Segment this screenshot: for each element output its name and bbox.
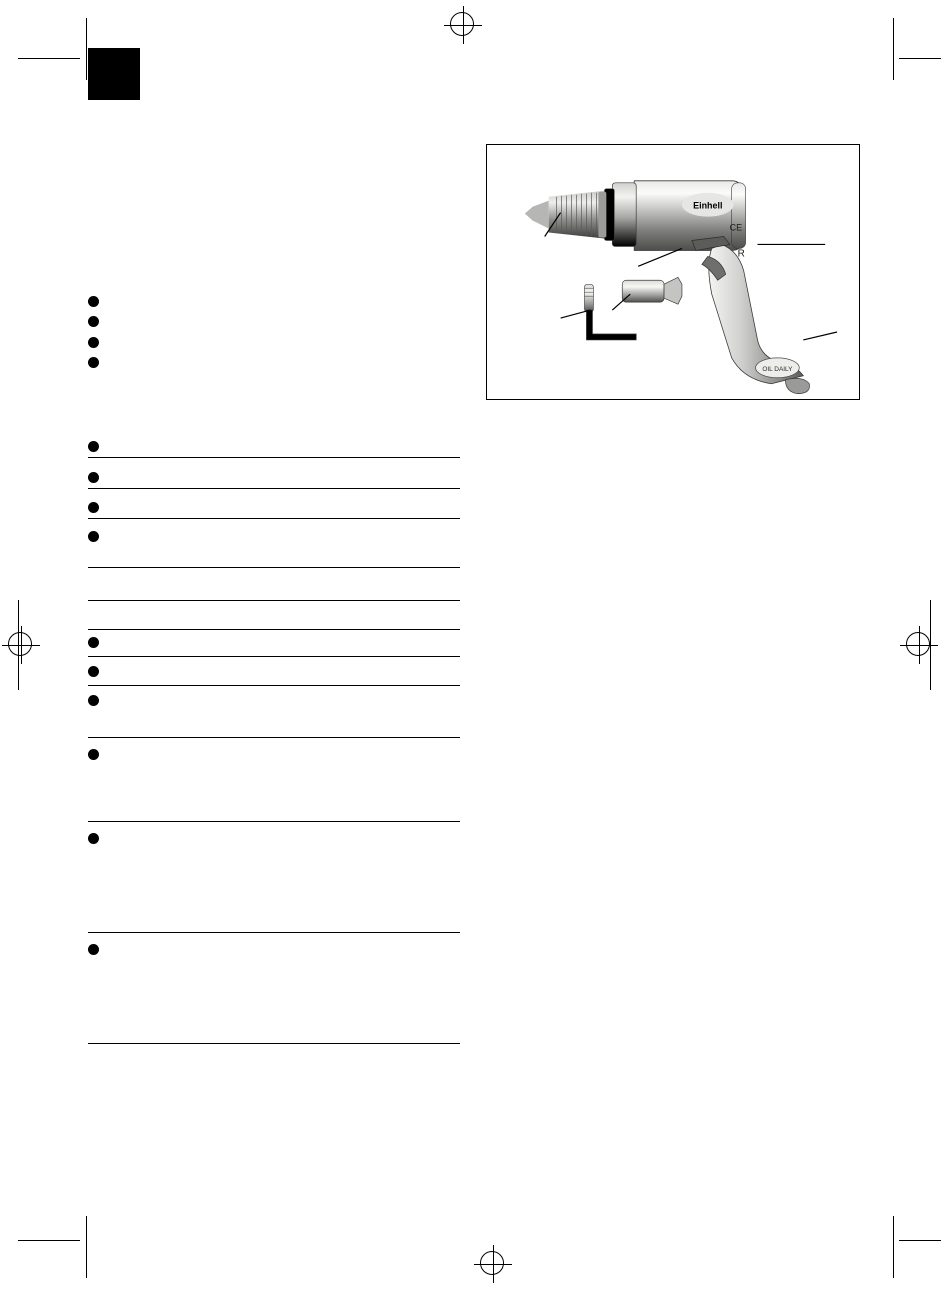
chuck-jaws <box>525 201 549 229</box>
crop-mark-bottom-right-v <box>893 1216 894 1278</box>
list-item-bullet <box>88 337 99 348</box>
oil-daily-label: OIL DAILY <box>762 365 793 373</box>
registration-mark-right <box>900 626 938 664</box>
list-item-bullet <box>88 944 99 955</box>
list-item-bullet <box>88 749 99 760</box>
registration-mark-bottom <box>474 1245 512 1283</box>
chuck-rear-ring <box>598 192 606 238</box>
crop-mark-top-right-v <box>893 18 894 80</box>
language-tab <box>88 48 140 100</box>
content-rule <box>88 685 460 686</box>
crop-mark-top-right-h <box>899 58 941 59</box>
content-rule <box>88 518 460 519</box>
content-rule <box>88 567 460 568</box>
content-rule <box>88 629 460 630</box>
list-item-bullet <box>88 833 99 844</box>
list-item-bullet <box>88 502 99 513</box>
list-item-bullet <box>88 357 99 368</box>
crop-mark-bottom-right-h <box>899 1240 941 1241</box>
list-item-bullet <box>88 637 99 648</box>
content-rule <box>88 932 460 933</box>
content-rule <box>88 1043 460 1044</box>
content-rule <box>88 488 460 489</box>
list-item-bullet <box>88 531 99 542</box>
content-rule <box>88 457 460 458</box>
list-item-bullet <box>88 666 99 677</box>
product-photo-panel <box>486 144 860 400</box>
crop-mark-top-left-h <box>18 58 80 59</box>
list-item-bullet <box>88 316 99 327</box>
list-item-bullet <box>88 441 99 452</box>
crop-mark-top-left-v <box>86 18 87 80</box>
list-item-bullet <box>88 472 99 483</box>
list-item-bullet <box>88 296 99 307</box>
list-item-bullet <box>88 695 99 706</box>
content-rule <box>88 821 460 822</box>
registration-mark-left <box>2 626 40 664</box>
drill-rear-cap <box>729 183 746 249</box>
air-hose-nipple-accessory <box>622 277 682 304</box>
air-exhaust-deflector <box>785 378 809 393</box>
crop-mark-bottom-left-h <box>18 1240 80 1241</box>
brand-label: Einhell <box>693 200 723 211</box>
content-rule <box>88 737 460 738</box>
crop-mark-bottom-left-v <box>86 1216 87 1278</box>
content-rule <box>88 600 460 601</box>
ce-mark-label: CE <box>729 222 743 233</box>
pneumatic-drill-illustration <box>487 145 859 400</box>
registration-mark-top <box>444 6 482 44</box>
rotation-direction-label: R <box>737 248 745 260</box>
drill-gear-collar <box>612 183 636 247</box>
content-rule <box>88 656 460 657</box>
